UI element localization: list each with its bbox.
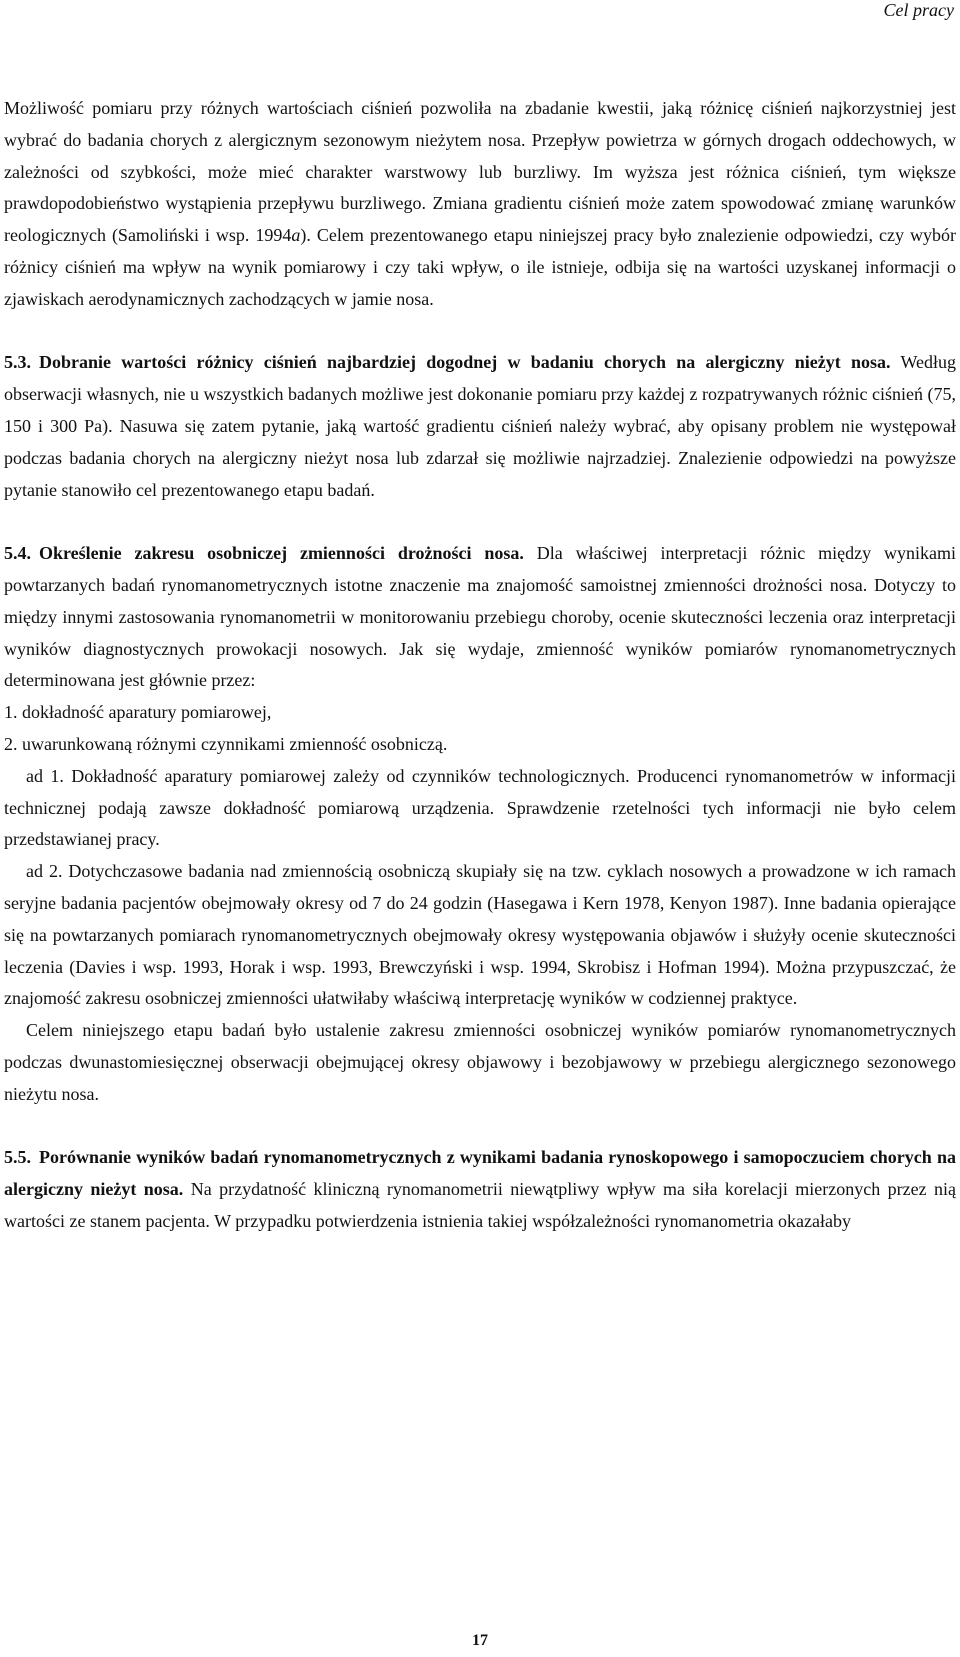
paragraph-ad1: ad 1. Dokładność aparatury pomiarowej zależy od czynników technologicznych. Producenci rynomanometrów w informacji technicznej podają zawsze dokładność pomiarową urządzenia. Sprawdzenie rzetelności tych informacji nie było celem przedstawianej pracy.	[4, 765, 956, 850]
section-body: Według obserwacji własnych, nie u wszystkich badanych możliwe jest dokonanie pomiaru przy każdej z rozpatrywanych różnic ciśnień (75, 150 i 300 Pa). Nasuwa się zatem pytanie, jaką wartość gradientu ciśnień należy wybrać, aby opisany problem nie występował podczas badania chorych na alergiczny nieżyt nosa lub zdarzał się możliwie najrzadziej. Znalezienie odpowiedzi na powyższe pytanie stanowiło cel prezentowanego etapu badań.	[4, 352, 956, 500]
running-header	[0, 0, 960, 30]
reference-suffix: a	[291, 225, 301, 246]
section-body: Na przydatność kliniczną rynomanometrii niewątpliwy wpływ ma siła korelacji mierzonych przez nią wartości ze stanem pacjenta. W przypadku potwierdzenia istnienia takiej współzależności rynomanometria okazałaby	[4, 1179, 956, 1231]
page-body	[4, 93, 956, 1238]
paragraph-text: Możliwość pomiaru przy różnych wartościach ciśnień pozwoliła na zbadanie kwestii, jaką różnicę ciśnień najkorzystniej jest wybrać do badania chorych z alergicznym sezonowym nieżytem nosa. Przepływ powietrza w górnych drogach oddechowych, w zależności od szybkości, może mieć charakter warstwowy lub burzliwy. Im wyższa jest różnica ciśnień, tym większe prawdopodobieństwo wystąpienia przepływu burzliwego. Zmiana gradientu ciśnień może zatem spowodować zmianę warunków reologicznych (Samoliński i wsp. 1994	[4, 98, 956, 246]
paragraph-goal: Celem niniejszego etapu badań było ustalenie zakresu zmienności osobniczej wyników pomiarów rynomanometrycznych podczas dwunastomiesięcznej obserwacji obejmującej okresy objawowy i bezobjawowy w przebiegu alergicznego sezonowego nieżytu nosa.	[4, 1020, 956, 1104]
running-title: Cel pracy	[883, 0, 954, 20]
section-number: 5.5.	[4, 1147, 31, 1168]
page-number: 17	[472, 1632, 488, 1649]
list-item: 1. dokładność aparatury pomiarowej,	[4, 702, 272, 723]
section-title: Określenie zakresu osobniczej zmienności drożności nosa.	[39, 543, 524, 564]
section-title: Dobranie wartości różnicy ciśnień najbardziej dogodnej w badaniu chorych na alergiczny nieżyt nosa.	[39, 352, 891, 373]
section-5-5	[4, 1142, 956, 1237]
section-number: 5.3.	[4, 352, 31, 373]
spacer	[4, 506, 956, 538]
section-title: Porównanie wyników badań rynomanometrycznych z wynikami badania rynoskopowego i samopoczuciem chorych na alergiczny nieżyt nosa.	[4, 1147, 956, 1200]
section-5-4	[4, 538, 956, 697]
spacer	[4, 316, 956, 348]
list-item: 2. uwarunkowaną różnymi czynnikami zmienność osobniczą.	[4, 733, 448, 754]
paragraph-pressure-choice	[4, 93, 956, 316]
spacer	[4, 1111, 956, 1143]
paragraph-ad2: ad 2. Dotychczasowe badania nad zmiennością osobniczą skupiały się na tzw. cyklach nosowych a prowadzone w ich ramach seryjne badania pacjentów obejmowały okresy od 7 do 24 godzin (Hasegawa i Kern 1978, Kenyon 1987). Inne badania opierające się na powtarzanych pomiarach rynomanometrycznych obejmowały okresy występowania objawów i służyły ocenie skuteczności leczenia (Davies i wsp. 1993, Horak i wsp. 1993, Brewczyński i wsp. 1994, Skrobisz i Hofman 1994). Można przypuszczać, że znajomość zakresu osobniczej zmienności ułatwiłaby właściwą interpretację wyników w codziennej praktyce.	[4, 861, 956, 1009]
section-body: Dla właściwej interpretacji różnic między wynikami powtarzanych badań rynomanometrycznych istotne znaczenie ma znajomość samoistnej zmienności drożności nosa. Dotyczy to między innymi zastosowania rynomanometrii w monitorowaniu przebiegu choroby, ocenie skuteczności leczenia oraz interpretacji wyników diagnostycznych prowokacji nosowych. Jak się wydaje, zmienność wyników pomiarów rynomanometrycznych determinowana jest głównie przez:	[4, 543, 957, 691]
section-5-3	[4, 347, 956, 506]
paragraph-text-continued: ). Celem prezentowanego etapu niniejszej pracy było znalezienie odpowiedzi, czy wybór różnicy ciśnień ma wpływ na wynik pomiarowy i czy taki wpływ, o ile istnieje, odbija się na wartości uzyskanej informacji o zjawiskach aerodynamicznych zachodzących w jamie nosa.	[4, 225, 956, 309]
section-number: 5.4.	[4, 543, 31, 564]
